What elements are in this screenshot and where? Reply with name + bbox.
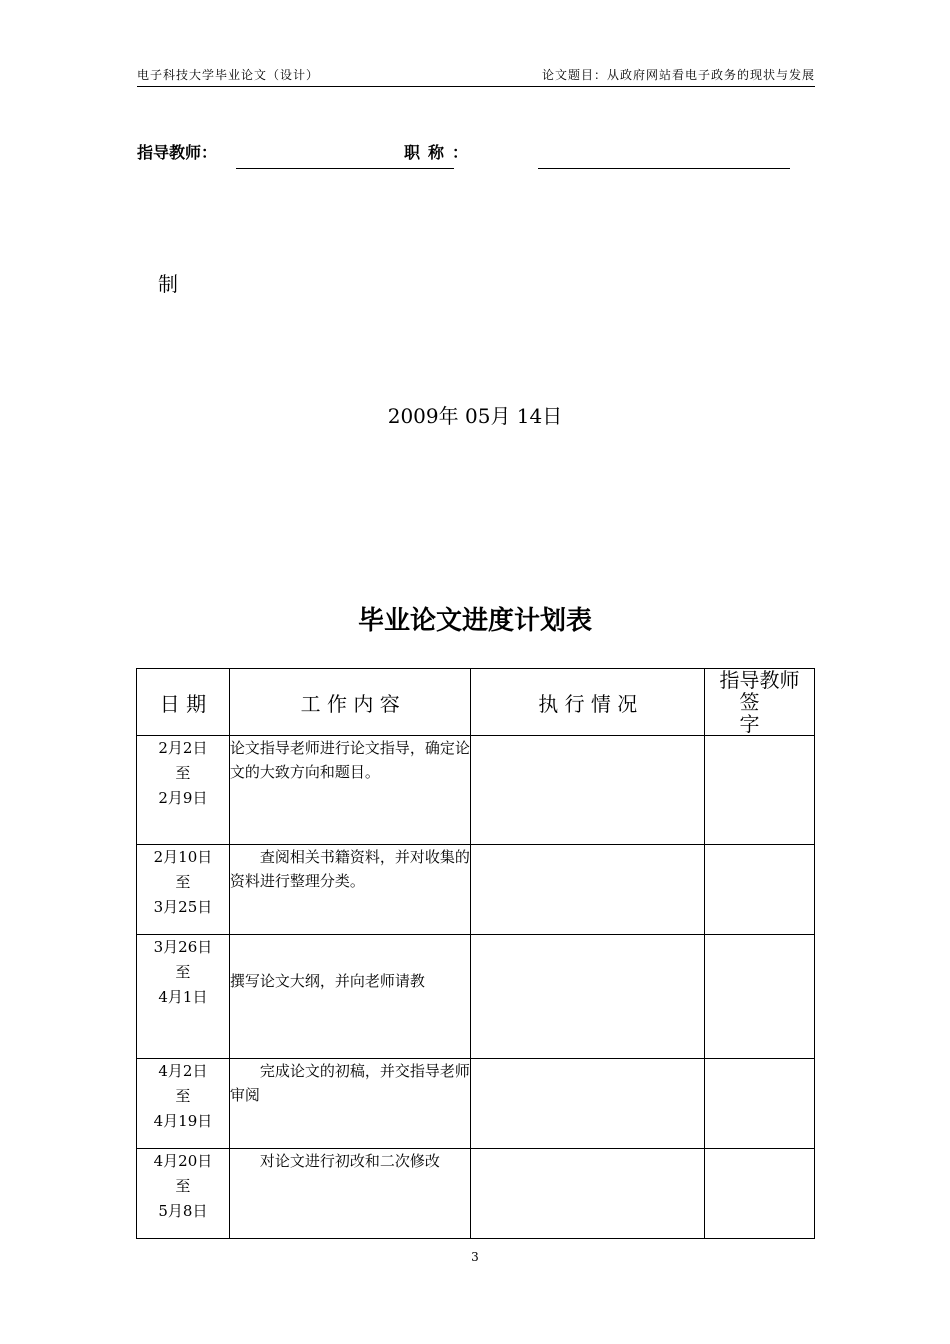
header-sign-line2: 签字 (739, 690, 794, 736)
page-title: 毕业论文进度计划表 (357, 606, 592, 636)
date-cell (137, 845, 230, 935)
exec-cell (471, 1059, 705, 1149)
table-row (137, 736, 815, 845)
end-date: 4月1日 (158, 988, 208, 1006)
table-header-row (137, 669, 815, 736)
work-cell: 完成论文的初稿，并交指导老师审阅 (229, 1059, 471, 1149)
exec-cell (471, 736, 705, 845)
work-cell: 对论文进行初改和二次修改 (229, 1149, 471, 1239)
header-right: 论文题目：从政府网站看电子政务的现状与发展 (541, 68, 815, 82)
date-cell (137, 1149, 230, 1239)
page-number: 3 (471, 1250, 479, 1264)
date-to: 至 (175, 1177, 191, 1195)
header-sign-line1: 指导教师 (719, 668, 800, 692)
start-date: 2月2日 (158, 739, 208, 757)
date-to: 至 (175, 873, 191, 891)
date-cell (137, 736, 230, 845)
start-date: 4月20日 (153, 1152, 213, 1170)
page-header (137, 66, 815, 87)
advisor-underline (236, 168, 454, 169)
table-row (137, 1149, 815, 1239)
title-label: 职称： (404, 143, 477, 162)
work-cell: 撰写论文大纲，并向老师请教 (229, 935, 471, 1059)
header-exec: 执 行 情 况 (471, 669, 705, 736)
header-left: 电子科技大学毕业论文（设计） (137, 68, 320, 82)
header-work: 工 作 内 容 (229, 669, 471, 736)
work-cell: 论文指导老师进行论文指导，确定论文的大致方向和题目。 (229, 736, 471, 845)
date-to: 至 (175, 963, 191, 981)
table-row (137, 935, 815, 1059)
start-date: 3月26日 (153, 938, 213, 956)
date-to: 至 (175, 1087, 191, 1105)
sign-cell (705, 1059, 815, 1149)
start-date: 2月10日 (153, 848, 213, 866)
header-date: 日 期 (137, 669, 230, 736)
end-date: 5月8日 (158, 1202, 208, 1220)
advisor-label: 指导教师： (137, 143, 218, 162)
progress-plan-table (136, 668, 815, 1239)
title-underline (538, 168, 790, 169)
date-cell (137, 1059, 230, 1149)
exec-cell (471, 845, 705, 935)
end-date: 4月19日 (153, 1112, 213, 1130)
header-sign (705, 669, 815, 736)
table-row (137, 845, 815, 935)
sign-cell (705, 845, 815, 935)
made-by-char: 制 (158, 272, 178, 296)
end-date: 3月25日 (153, 898, 213, 916)
exec-cell (471, 1149, 705, 1239)
end-date: 2月9日 (158, 789, 208, 807)
document-date: 2009年 05月 14日 (387, 404, 563, 428)
date-cell (137, 935, 230, 1059)
exec-cell (471, 935, 705, 1059)
sign-cell (705, 1149, 815, 1239)
table-row (137, 1059, 815, 1149)
sign-cell (705, 935, 815, 1059)
start-date: 4月2日 (158, 1062, 208, 1080)
work-cell: 查阅相关书籍资料，并对收集的资料进行整理分类。 (229, 845, 471, 935)
sign-cell (705, 736, 815, 845)
date-to: 至 (175, 764, 191, 782)
